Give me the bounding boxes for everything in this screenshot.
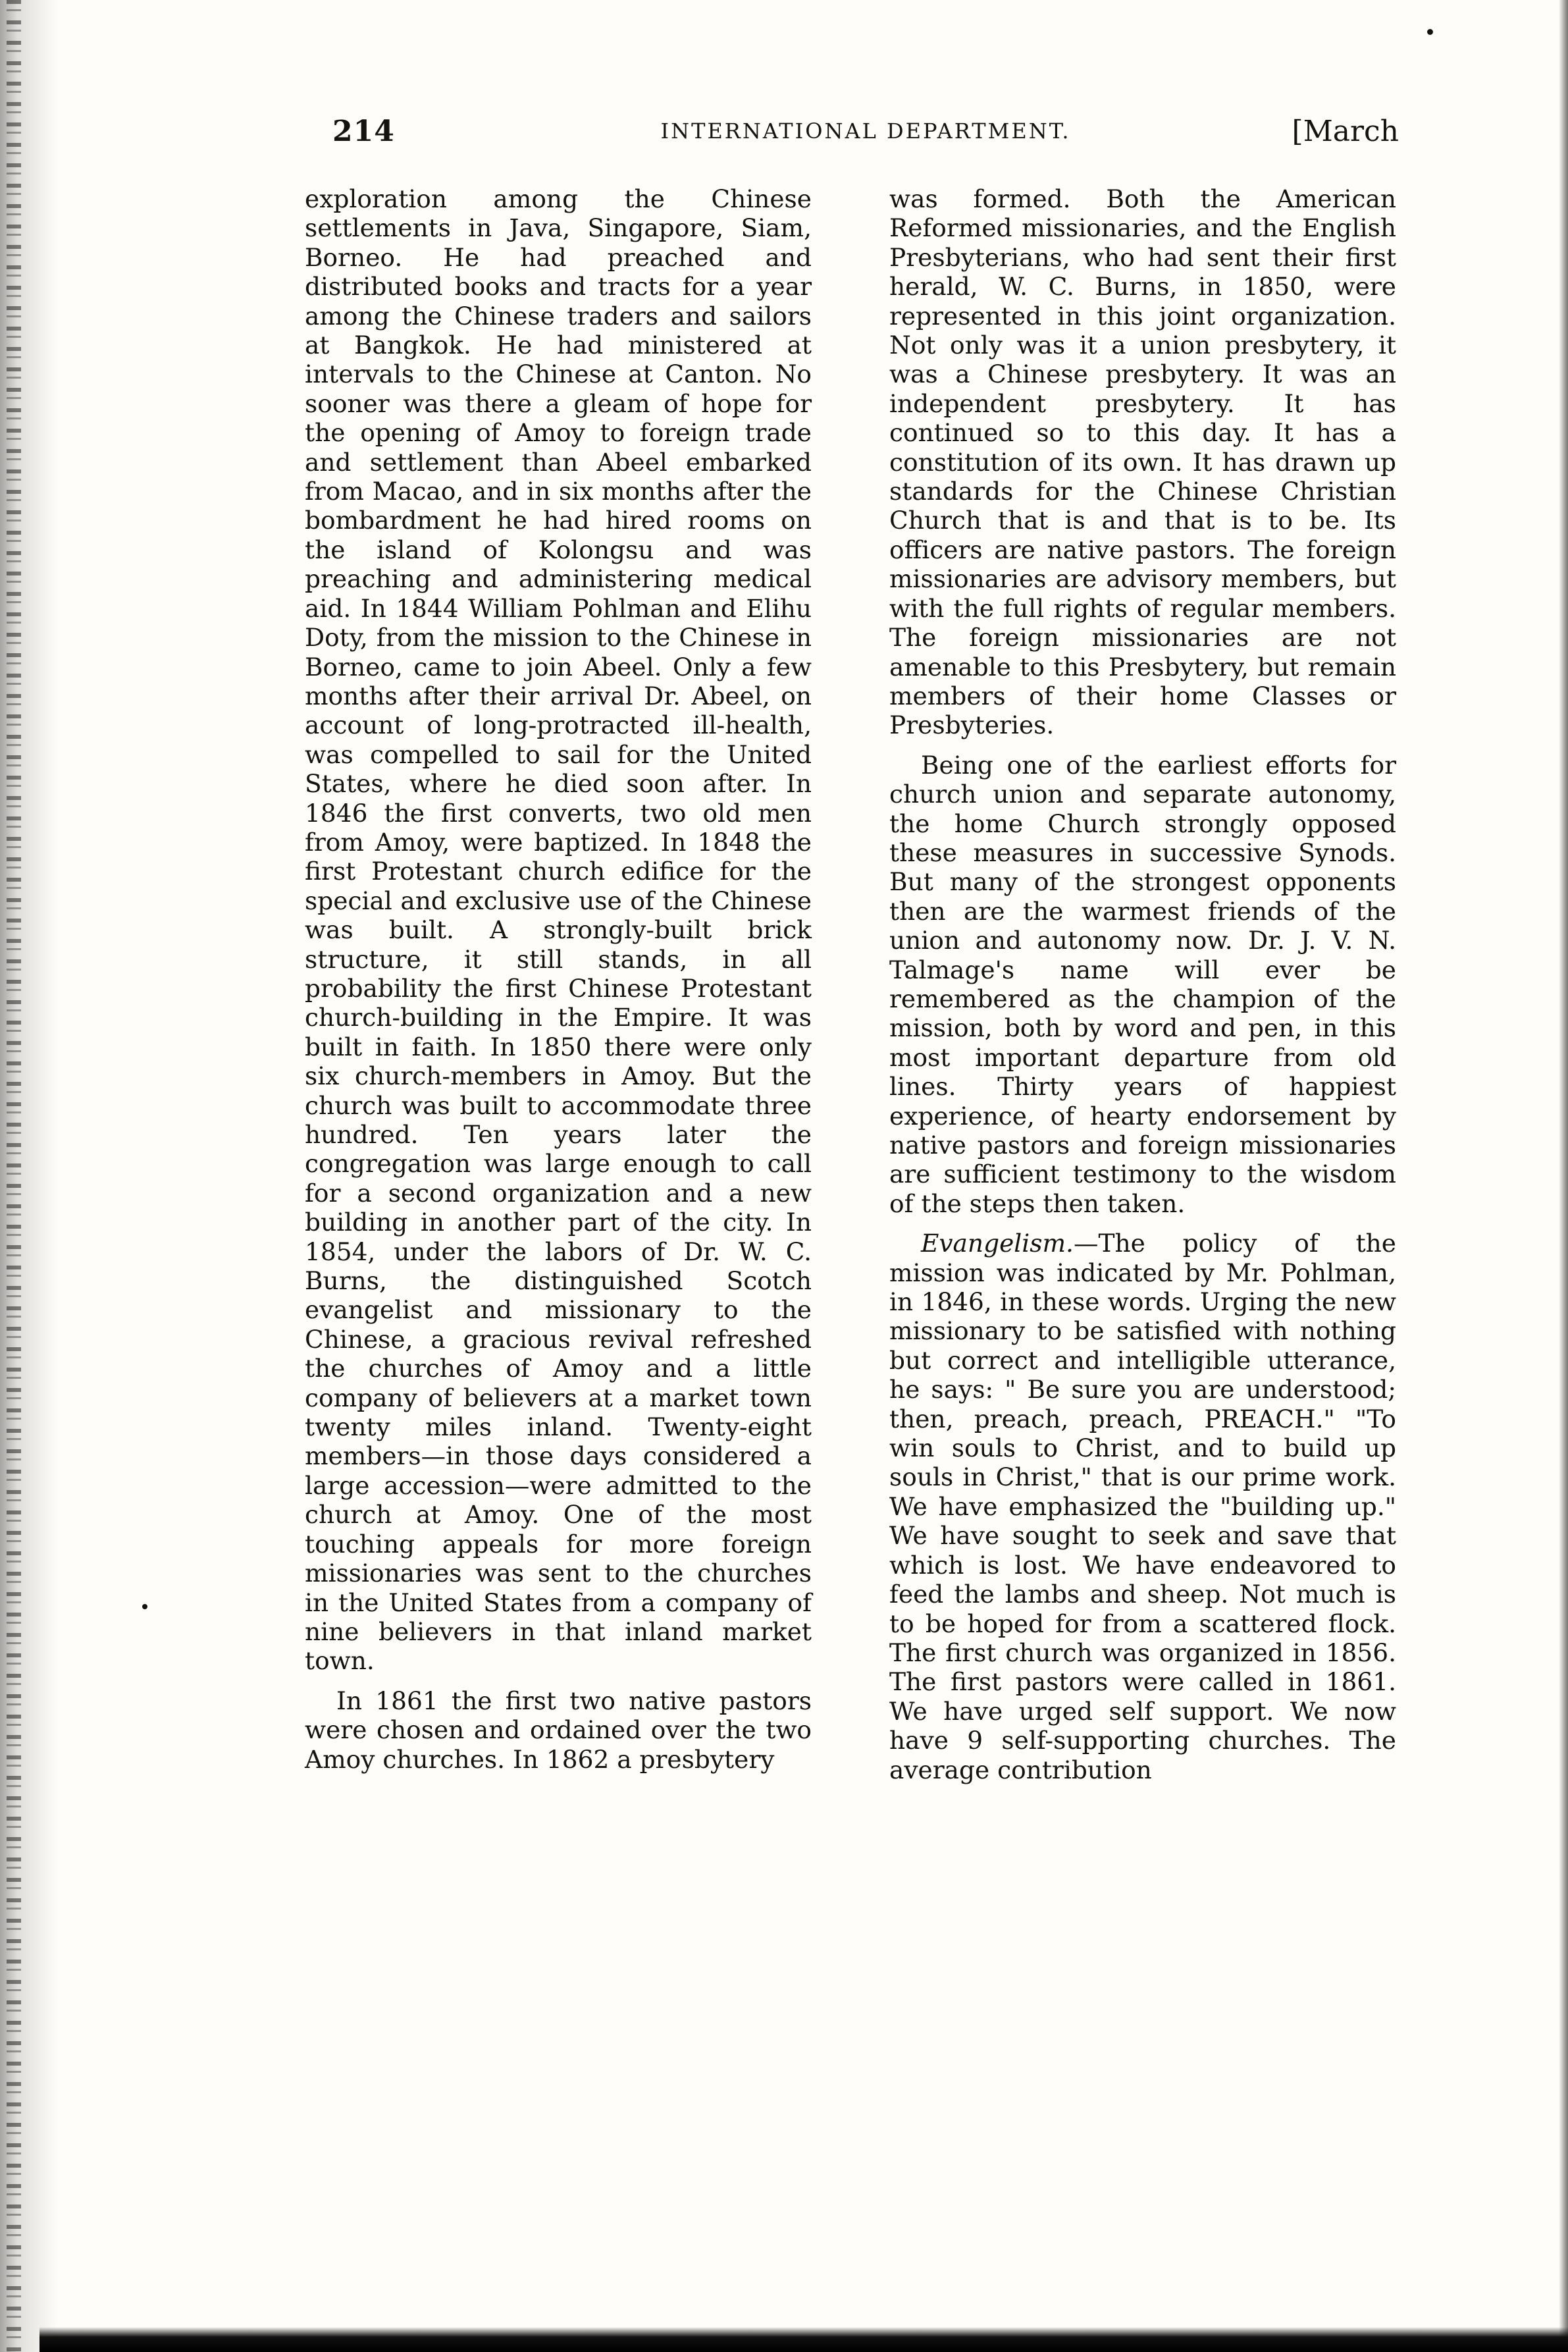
- ink-speck: [142, 1604, 147, 1609]
- ink-speck: [1427, 29, 1433, 35]
- bottom-scan-border: [39, 2327, 1568, 2352]
- left-column: [305, 184, 812, 2318]
- paragraph-evangelism: [889, 1229, 1396, 1784]
- paragraph: exploration among the Chinese settlements in Java, Singapore, Siam, Borneo. He had preached and distributed books and tracts for a year among the Chinese traders and sailors at Bangkok. He had ministered at intervals to the Chinese at Canton. No sooner was there a gleam of hope for the opening of Amoy to foreign trade and settlement than Abeel embarked from Macao, and in six months after the bombardment he had hired rooms on the island of Kolongsu and was preaching and administering medical aid. In 1844 William Pohlman and Elihu Doty, from the mission to the Chinese in Borneo, came to join Abeel. Only a few months after their arrival Dr. Abeel, on account of long-protracted ill-health, was compelled to sail for the United States, where he died soon after. In 1846 the first converts, two old men from Amoy, were baptized. In 1848 the first Protestant church edifice for the special and exclusive use of the Chinese was built. A strongly-built brick structure, it still stands, in all probability the first Chinese Protestant church-building in the Empire. It was built in faith. In 1850 there were only six church-members in Amoy. But the church was built to accommodate three hundred. Ten years later the congregation was large enough to call for a second organization and a new building in another part of the city. In 1854, under the labors of Dr. W. C. Burns, the distinguished Scotch evangelist and missionary to the Chinese, a gracious revival refreshed the churches of Amoy and a little company of believers at a market town twenty miles inland. Twenty-eight members—in those days considered a large accession—were admitted to the church at Amoy. One of the most touching appeals for more foreign missionaries was sent to the churches in the United States from a company of nine believers in that inland market town.: [305, 184, 812, 1676]
- paragraph: Being one of the earliest efforts for church union and separate autonomy, the home Church strongly opposed these measures in successive Synods. But many of the strongest opponents then are the warmest friends of the union and autonomy now. Dr. J. V. N. Talmage's name will ever be remembered as the champion of the mission, both by word and pen, in this most important departure from old lines. Thirty years of happiest experience, of hearty endorsement by native pastors and foreign missionaries are sufficient testimony to the wisdom of the steps then taken.: [889, 750, 1396, 1218]
- right-column: [889, 184, 1396, 2318]
- section-run-in-heading: Evangelism.: [921, 1229, 1074, 1258]
- paragraph-text: —The policy of the mission was indicated by Mr. Pohlman, in 1846, in these words. Urging the new missionary to be satisfied with nothing but correct and intelligible utterance, he says: " Be sure you are understood; then, preach, preach, PREACH." "To win souls to Christ, and to build up souls in Christ," that is our prime work. We have emphasized the "building up." We have sought to seek and save that which is lost. We have endeavored to feed the lambs and sheep. Not much is to be hoped for from a scattered flock. The first church was organized in 1856. The first pastors were called in 1861. We have urged self support. We now have 9 self-supporting churches. The average contribution: [889, 1229, 1396, 1784]
- paragraph: was formed. Both the American Reformed missionaries, and the English Presbyterians, who had sent their first herald, W. C. Burns, in 1850, were represented in this joint organization. Not only was it a union presbytery, it was a Chinese presbytery. It was an independent presbytery. It has continued so to this day. It has a constitution of its own. It has drawn up standards for the Chinese Christian Church that is and that is to be. Its officers are native pastors. The foreign missionaries are advisory members, but with the full rights of regular members. The foreign missionaries are not amenable to this Presbytery, but remain members of their home Classes or Presbyteries.: [889, 184, 1396, 740]
- binding-edge: [7, 0, 21, 2352]
- running-title: INTERNATIONAL DEPARTMENT.: [660, 119, 1071, 144]
- running-head: [332, 115, 1399, 154]
- paragraph: In 1861 the first two native pastors were chosen and ordained over the two Amoy churches. In 1862 a presbytery: [305, 1686, 812, 1774]
- page-number: 214: [332, 115, 395, 148]
- running-month: [March: [1292, 115, 1399, 148]
- right-page-edge: [1559, 0, 1568, 2352]
